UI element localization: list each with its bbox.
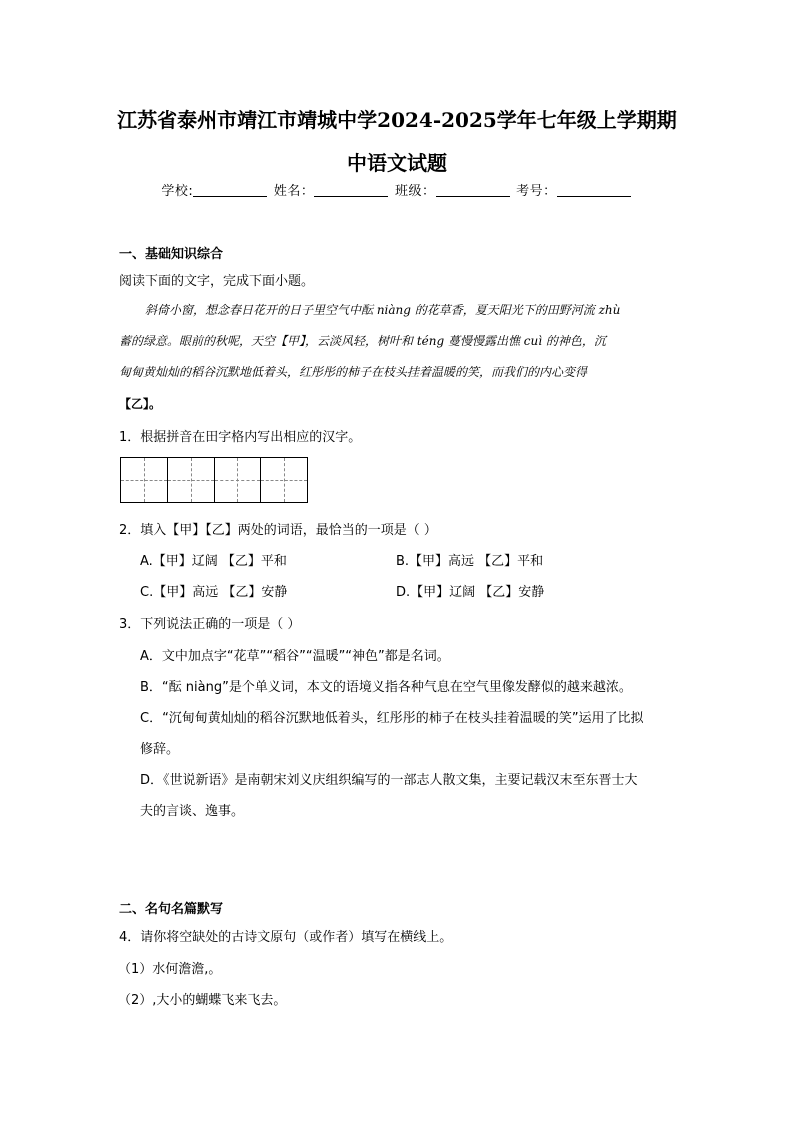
exam-title-line2: 中语文试题 (347, 151, 447, 175)
question-3: 3．下列说法正确的一项是（ ） (119, 617, 301, 632)
section1-heading: 一、基础知识综合 (119, 247, 224, 262)
name-label: 姓名： (273, 184, 315, 199)
fill-item-2[interactable]: （2）,大小的蝴蝶飞来飞去。 (118, 993, 287, 1008)
student-info-row (0, 180, 794, 199)
school-blank[interactable] (193, 183, 267, 197)
exam-number-label: 考号： (516, 184, 557, 199)
class-blank[interactable] (436, 183, 510, 197)
question-4: 4．请你将空缺处的古诗文原句（或作者）填写在横线上。 (119, 930, 453, 945)
passage-line: 斜倚小窗，想念春日花开的日子里空气中酝 niàng 的花草香，夏天阳光下的田野河流 zhù (145, 303, 621, 317)
tianzige-cell[interactable] (261, 458, 307, 502)
tianzige-cell[interactable] (168, 458, 215, 502)
exam-title-line1: 江苏省泰州市靖江市靖城中学2024-2025学年七年级上学期期 (117, 108, 677, 132)
fill-item-1[interactable]: （1）水何澹澹,。 (118, 962, 222, 977)
section1-instruction: 阅读下面的文字，完成下面小题。 (119, 274, 315, 289)
class-label: 班级： (395, 184, 436, 199)
q3-option-c-cont: 修辞。 (140, 742, 180, 757)
name-blank[interactable] (314, 183, 388, 197)
q3-option-c[interactable]: C．“沉甸甸黄灿灿的稻谷沉默地低着头，红彤彤的柿子在枝头挂着温暖的笑”运用了比拟 (140, 711, 644, 726)
passage-line: 甸甸黄灿灿的稻谷沉默地低着头，红彤彤的柿子在枝头挂着温暖的笑，而我们的内心变得 (119, 365, 588, 379)
q2-option-c[interactable]: C.【甲】高远 【乙】安静 (140, 585, 288, 600)
tianzige-cell[interactable] (215, 458, 262, 502)
passage-line: 【乙】。 (119, 397, 162, 411)
q3-option-a[interactable]: A．文中加点字“花草”“稻谷”“温暖”“神色”都是名词。 (140, 649, 450, 664)
exam-number-blank[interactable] (557, 183, 631, 197)
q2-option-a[interactable]: A.【甲】辽阔 【乙】平和 (140, 554, 287, 569)
school-label: 学校: (161, 184, 194, 199)
question-2: 2．填入【甲】【乙】两处的词语，最恰当的一项是（ ） (119, 523, 437, 538)
q2-option-b[interactable]: B.【甲】高远 【乙】平和 (396, 554, 544, 569)
question-1: 1．根据拼音在田字格内写出相应的汉字。 (119, 430, 362, 445)
q2-option-d[interactable]: D.【甲】辽阔 【乙】安静 (396, 585, 545, 600)
section2-heading: 二、名句名篇默写 (119, 902, 224, 917)
passage-line: 蓄的绿意。眼前的秋呢，天空【甲】，云淡风轻，树叶和 téng 蔓慢慢露出憔 cuì 的神色，沉 (119, 334, 606, 348)
q3-option-d[interactable]: D．《世说新语》是南朝宋刘义庆组织编写的一部志人散文集，主要记载汉末至东晋士大 (140, 773, 638, 788)
q3-option-b[interactable]: B．“酝 niàng”是个单义词，本文的语境义指各种气息在空气里像发酵似的越来越浓。 (140, 680, 632, 695)
tianzige-grid (120, 457, 308, 503)
tianzige-cell[interactable] (121, 458, 168, 502)
q3-option-d-cont: 夫的言谈、逸事。 (140, 804, 245, 819)
